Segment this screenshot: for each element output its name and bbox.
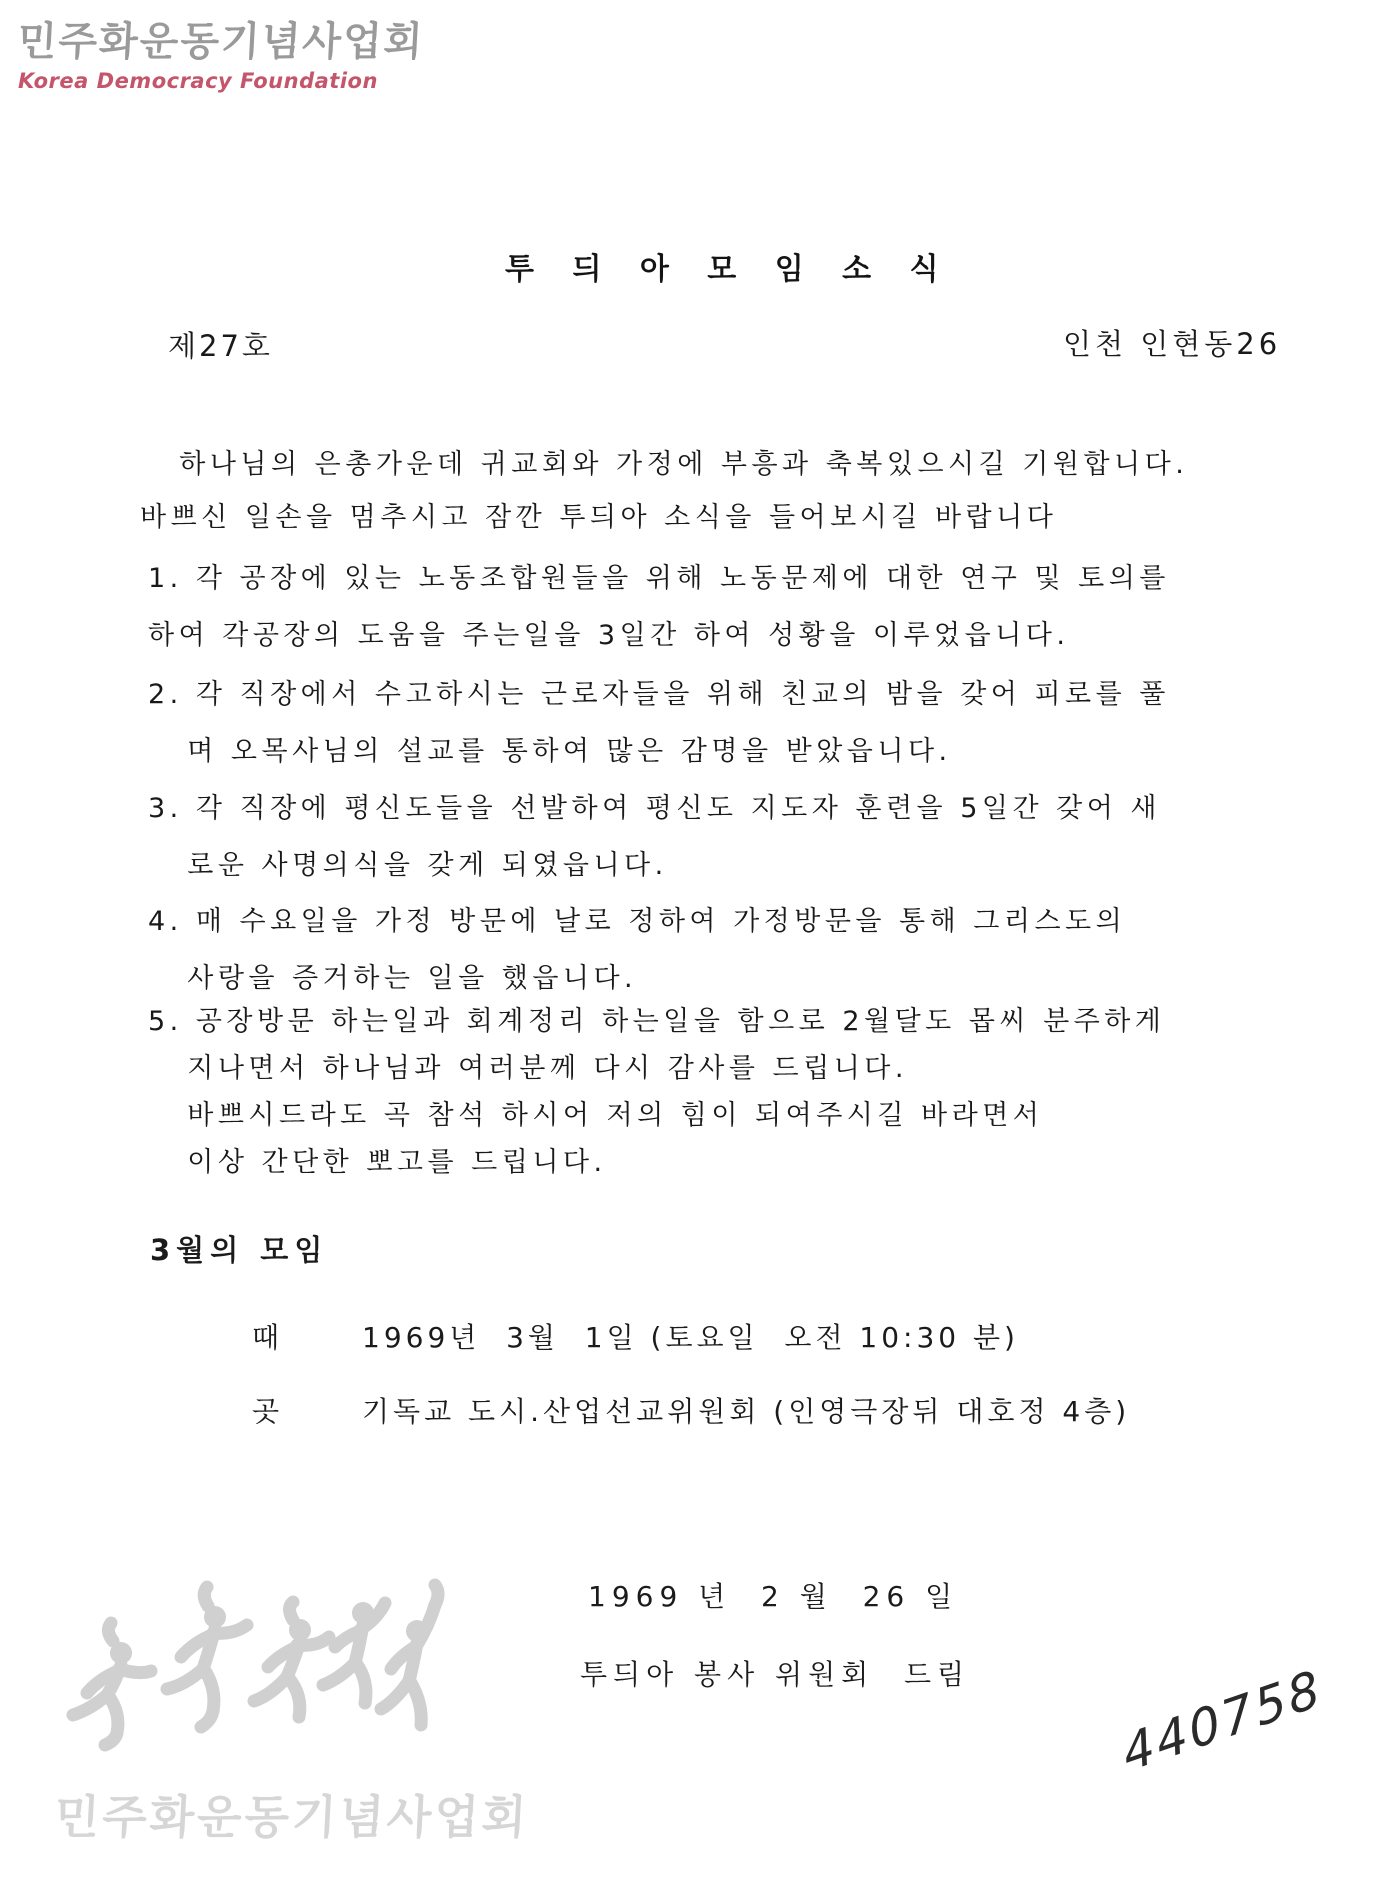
kdf-logo-english-text: Korea Democracy Foundation: [18, 69, 378, 93]
news-item-line: 로운 사명의식을 갖게 되였읍니다.: [148, 850, 668, 881]
signature: 투듸아 봉사 위원회 드림: [580, 1658, 971, 1691]
handwritten-archive-number: 440758: [1117, 1658, 1328, 1784]
meeting-time-row: [252, 1316, 1019, 1356]
meeting-place-label: 곳: [252, 1395, 284, 1428]
news-item-line: 2. 각 직장에서 수고하시는 근로자들을 위해 친교의 밤을 갖어 피로를 풀: [148, 679, 1170, 710]
news-item-2: [148, 666, 1170, 780]
meeting-time-value: 1969년 3월 1일 (토요일 오전 10:30 분): [362, 1321, 1019, 1354]
news-item-line: 4. 매 수요일을 가정 방문에 날로 정하여 가정방문을 통해 그리스도의: [148, 906, 1127, 937]
news-item-3: [148, 780, 1161, 894]
news-item-line: 하여 각공장의 도움을 주는일을 3일간 하여 성황을 이루었읍니다.: [148, 620, 1070, 651]
news-item-4: [148, 893, 1126, 1007]
greeting-line: 하나님의 은총가운데 귀교회와 가정에 부흥과 축복있으시길 기원합니다.: [140, 449, 1189, 480]
news-item-line: 1. 각 공장에 있는 노동조합원들을 위해 노동문제에 대한 연구 및 토의를: [148, 563, 1170, 594]
kdf-header-logo: [18, 10, 424, 93]
kdf-watermark: [53, 1575, 531, 1847]
news-item-line: 5. 공장방문 하는일과 회계정리 하는일을 함으로 2월달도 몹씨 분주하게: [148, 1006, 1166, 1037]
news-item-line: 이상 간단한 뽀고를 드립니다.: [148, 1147, 607, 1178]
greeting-paragraph: [140, 438, 1188, 544]
meeting-time-label: 때: [252, 1321, 284, 1354]
document-title: 투 듸 아 모 임 소 식: [505, 252, 953, 287]
march-meeting-heading: 3월의 모임: [150, 1233, 329, 1267]
news-item-1: [148, 550, 1170, 664]
news-item-line: 바쁘시드라도 곡 참석 하시어 저의 힘이 되여주시길 바라면서: [148, 1100, 1044, 1131]
news-item-line: 며 오목사님의 설교를 통하여 많은 감명을 받았읍니다.: [148, 736, 952, 767]
news-item-5: [148, 998, 1165, 1186]
document-date: 1969 년 2 월 26 일: [588, 1580, 959, 1613]
watermark-text: 민주화운동기념사업회: [53, 1790, 531, 1844]
meeting-place-row: [252, 1390, 1130, 1430]
news-item-line: 사랑을 증거하는 일을 했읍니다.: [148, 963, 638, 994]
greeting-line: 바쁘신 일손을 멈추시고 잠깐 투듸아 소식을 들어보시길 바랍니다: [140, 502, 1058, 533]
sender-address: 인천 인현동26: [1063, 327, 1282, 361]
issue-number: 제27호: [168, 329, 273, 363]
news-item-line: 3. 각 직장에 평신도들을 선발하여 평신도 지도자 훈련을 5일간 갖어 새: [148, 793, 1161, 824]
running-figures-icon: [55, 1575, 475, 1775]
meeting-place-value: 기독교 도시.산업선교위원회 (인영극장뒤 대호정 4층): [362, 1395, 1131, 1428]
kdf-logo-korean-text: 민주화운동기념사업회: [16, 19, 426, 65]
news-item-line: 지나면서 하나님과 여러분께 다시 감사를 드립니다.: [148, 1053, 908, 1084]
